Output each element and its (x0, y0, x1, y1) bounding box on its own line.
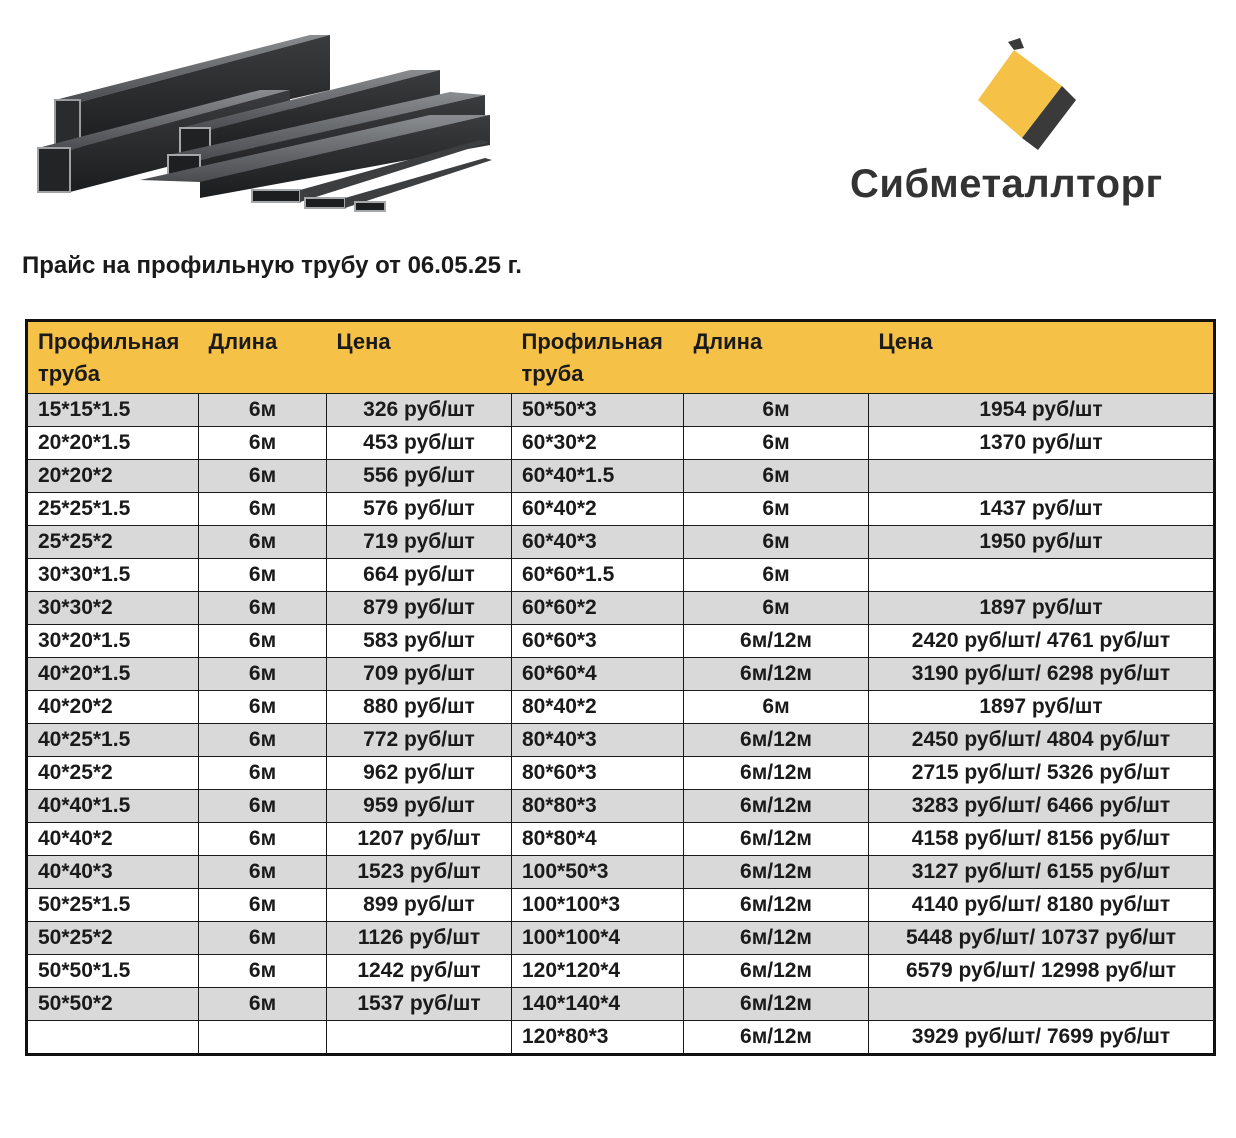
cell-price-2: 3929 руб/шт/ 7699 руб/шт (869, 1021, 1215, 1055)
table-row (27, 625, 1215, 658)
cell-length: 6м (199, 526, 327, 559)
cell-length: 6м (199, 757, 327, 790)
cell-price-2: 3127 руб/шт/ 6155 руб/шт (869, 856, 1215, 889)
cell-price (327, 1021, 512, 1055)
cell-length-2: 6м/12м (684, 955, 869, 988)
cell-size-2: 100*50*3 (512, 856, 684, 889)
cell-size-2: 120*80*3 (512, 1021, 684, 1055)
table-row (27, 493, 1215, 526)
cell-size: 20*20*1.5 (27, 427, 199, 460)
cell-length-2: 6м (684, 427, 869, 460)
cell-length: 6м (199, 922, 327, 955)
cell-price-2: 1370 руб/шт (869, 427, 1215, 460)
cell-size-2: 100*100*4 (512, 922, 684, 955)
table-row (27, 856, 1215, 889)
cell-price: 879 руб/шт (327, 592, 512, 625)
cell-size: 30*30*2 (27, 592, 199, 625)
cell-price-2: 1954 руб/шт (869, 394, 1215, 427)
logo-mark-icon (978, 38, 1078, 150)
table-row (27, 526, 1215, 559)
cell-price: 453 руб/шт (327, 427, 512, 460)
table-row (27, 955, 1215, 988)
table-row (27, 394, 1215, 427)
cell-price: 556 руб/шт (327, 460, 512, 493)
table-row (27, 559, 1215, 592)
table-body (27, 394, 1215, 1055)
cell-size: 25*25*1.5 (27, 493, 199, 526)
cell-length: 6м (199, 724, 327, 757)
cell-size: 40*20*2 (27, 691, 199, 724)
cell-length: 6м (199, 559, 327, 592)
cell-size-2: 140*140*4 (512, 988, 684, 1021)
header-size: Профильная труба (27, 321, 199, 394)
cell-price: 1207 руб/шт (327, 823, 512, 856)
cell-price: 959 руб/шт (327, 790, 512, 823)
cell-length: 6м (199, 988, 327, 1021)
cell-size: 50*25*2 (27, 922, 199, 955)
table-row (27, 922, 1215, 955)
cell-size-2: 80*40*2 (512, 691, 684, 724)
cell-price-2 (869, 460, 1215, 493)
table-row (27, 691, 1215, 724)
cell-price: 962 руб/шт (327, 757, 512, 790)
cell-size-2: 80*60*3 (512, 757, 684, 790)
cell-price-2: 1897 руб/шт (869, 691, 1215, 724)
cell-size-2: 120*120*4 (512, 955, 684, 988)
header-price-2: Цена (869, 321, 1215, 394)
cell-price-2: 1950 руб/шт (869, 526, 1215, 559)
cell-size: 40*40*1.5 (27, 790, 199, 823)
cell-price-2: 4140 руб/шт/ 8180 руб/шт (869, 889, 1215, 922)
cell-price-2: 6579 руб/шт/ 12998 руб/шт (869, 955, 1215, 988)
cell-length-2: 6м/12м (684, 922, 869, 955)
cell-length-2: 6м/12м (684, 658, 869, 691)
cell-price-2 (869, 559, 1215, 592)
cell-price-2 (869, 988, 1215, 1021)
cell-size-2: 50*50*3 (512, 394, 684, 427)
cell-size-2: 60*30*2 (512, 427, 684, 460)
cell-length: 6м (199, 658, 327, 691)
cell-length: 6м (199, 790, 327, 823)
cell-price-2: 2450 руб/шт/ 4804 руб/шт (869, 724, 1215, 757)
cell-length-2: 6м (684, 493, 869, 526)
cell-size: 40*40*3 (27, 856, 199, 889)
cell-price-2: 4158 руб/шт/ 8156 руб/шт (869, 823, 1215, 856)
cell-length-2: 6м (684, 592, 869, 625)
cell-length-2: 6м/12м (684, 889, 869, 922)
table-row (27, 988, 1215, 1021)
cell-price: 880 руб/шт (327, 691, 512, 724)
cell-price: 576 руб/шт (327, 493, 512, 526)
cell-price: 326 руб/шт (327, 394, 512, 427)
cell-price: 1537 руб/шт (327, 988, 512, 1021)
brand-name: Сибметаллторг (850, 162, 1163, 206)
page-title: Прайс на профильную трубу от 06.05.25 г. (22, 252, 522, 279)
cell-length: 6м (199, 427, 327, 460)
cell-length: 6м (199, 493, 327, 526)
cell-length: 6м (199, 691, 327, 724)
cell-size: 15*15*1.5 (27, 394, 199, 427)
cell-size: 30*30*1.5 (27, 559, 199, 592)
cell-price: 583 руб/шт (327, 625, 512, 658)
cell-length-2: 6м (684, 526, 869, 559)
profile-pipe-icon (30, 30, 500, 220)
header-length-2: Длина (684, 321, 869, 394)
cell-size: 50*50*2 (27, 988, 199, 1021)
cell-price: 772 руб/шт (327, 724, 512, 757)
cell-price: 719 руб/шт (327, 526, 512, 559)
cell-length-2: 6м (684, 394, 869, 427)
cell-length-2: 6м/12м (684, 988, 869, 1021)
cell-length-2: 6м/12м (684, 1021, 869, 1055)
cell-size-2: 60*40*2 (512, 493, 684, 526)
cell-size-2: 100*100*3 (512, 889, 684, 922)
table-row (27, 427, 1215, 460)
cell-size: 40*25*1.5 (27, 724, 199, 757)
table-row (27, 790, 1215, 823)
cell-size-2: 80*80*3 (512, 790, 684, 823)
cell-length-2: 6м/12м (684, 856, 869, 889)
cell-price-2: 3283 руб/шт/ 6466 руб/шт (869, 790, 1215, 823)
table-row (27, 823, 1215, 856)
cell-length-2: 6м (684, 460, 869, 493)
cell-size-2: 60*60*1.5 (512, 559, 684, 592)
cell-size: 20*20*2 (27, 460, 199, 493)
cell-length-2: 6м/12м (684, 790, 869, 823)
cell-size: 50*25*1.5 (27, 889, 199, 922)
cell-price-2: 2715 руб/шт/ 5326 руб/шт (869, 757, 1215, 790)
cell-price: 899 руб/шт (327, 889, 512, 922)
header-price: Цена (327, 321, 512, 394)
cell-length-2: 6м/12м (684, 625, 869, 658)
cell-price: 709 руб/шт (327, 658, 512, 691)
table-row (27, 1021, 1215, 1055)
price-table (25, 319, 1216, 1056)
brand-logo (840, 38, 1210, 218)
cell-length: 6м (199, 889, 327, 922)
cell-length (199, 1021, 327, 1055)
cell-length-2: 6м (684, 691, 869, 724)
cell-size: 25*25*2 (27, 526, 199, 559)
table-row (27, 889, 1215, 922)
table-row (27, 724, 1215, 757)
cell-size: 40*40*2 (27, 823, 199, 856)
cell-price-2: 3190 руб/шт/ 6298 руб/шт (869, 658, 1215, 691)
table-row (27, 757, 1215, 790)
cell-length-2: 6м/12м (684, 823, 869, 856)
header-size-2: Профильная труба (512, 321, 684, 394)
cell-size (27, 1021, 199, 1055)
cell-size-2: 60*40*3 (512, 526, 684, 559)
table-header-row (27, 321, 1215, 394)
cell-price-2: 1897 руб/шт (869, 592, 1215, 625)
cell-length: 6м (199, 955, 327, 988)
cell-size-2: 80*80*4 (512, 823, 684, 856)
product-image (30, 30, 500, 220)
cell-price: 1126 руб/шт (327, 922, 512, 955)
cell-length: 6м (199, 823, 327, 856)
cell-size: 40*20*1.5 (27, 658, 199, 691)
cell-length: 6м (199, 394, 327, 427)
table-row (27, 658, 1215, 691)
cell-size: 30*20*1.5 (27, 625, 199, 658)
cell-size-2: 60*60*3 (512, 625, 684, 658)
cell-size-2: 60*60*2 (512, 592, 684, 625)
cell-size-2: 80*40*3 (512, 724, 684, 757)
cell-size: 40*25*2 (27, 757, 199, 790)
cell-size-2: 60*40*1.5 (512, 460, 684, 493)
cell-price-2: 5448 руб/шт/ 10737 руб/шт (869, 922, 1215, 955)
cell-length-2: 6м/12м (684, 757, 869, 790)
cell-length: 6м (199, 625, 327, 658)
cell-price: 1242 руб/шт (327, 955, 512, 988)
cell-price-2: 2420 руб/шт/ 4761 руб/шт (869, 625, 1215, 658)
cell-size: 50*50*1.5 (27, 955, 199, 988)
cell-price: 664 руб/шт (327, 559, 512, 592)
cell-length: 6м (199, 460, 327, 493)
cell-price: 1523 руб/шт (327, 856, 512, 889)
header-length: Длина (199, 321, 327, 394)
cell-length: 6м (199, 856, 327, 889)
cell-length-2: 6м/12м (684, 724, 869, 757)
cell-size-2: 60*60*4 (512, 658, 684, 691)
table-row (27, 460, 1215, 493)
table-row (27, 592, 1215, 625)
cell-length-2: 6м (684, 559, 869, 592)
cell-price-2: 1437 руб/шт (869, 493, 1215, 526)
cell-length: 6м (199, 592, 327, 625)
